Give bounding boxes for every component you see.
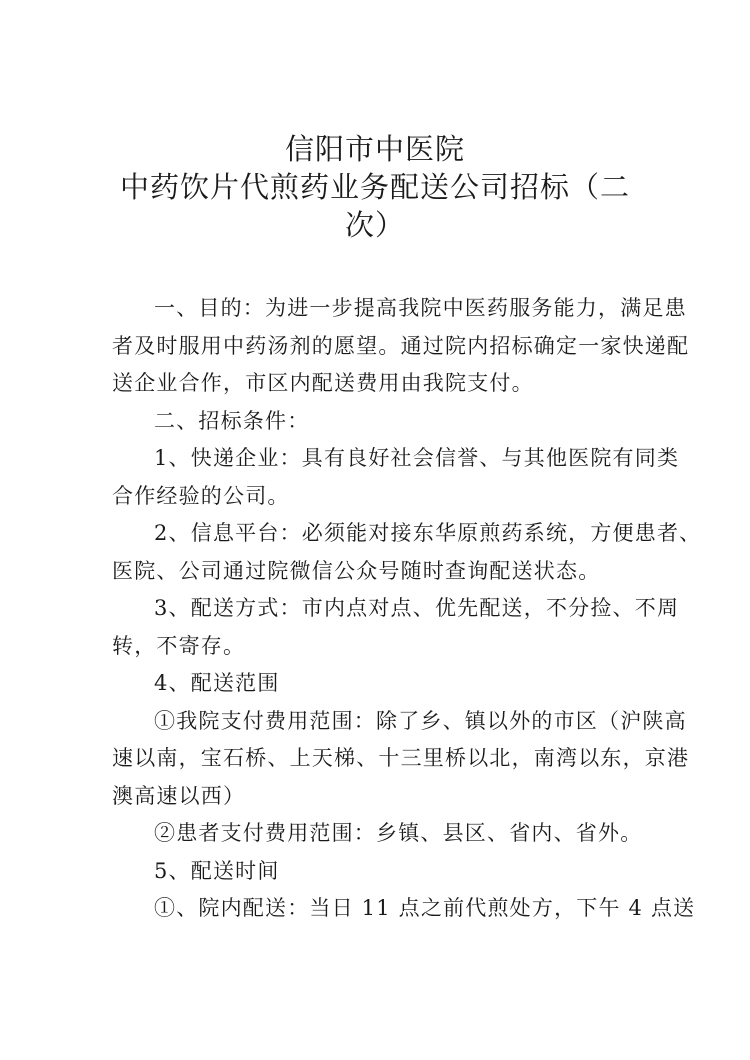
section-heading: 二、招标条件： [154, 408, 310, 433]
body-line: 澳高速以西） [112, 783, 246, 808]
document-title [120, 130, 630, 244]
document-body [112, 290, 702, 928]
body-line: 1、快递企业：具有良好社会信誉、与其他医院有同类 [154, 446, 680, 470]
title-subject: 中药饮片代煎药业务配送公司招标（二 [120, 170, 631, 204]
body-line: 合作经验的公司。 [112, 483, 290, 508]
body-line: 医院、公司通过院微信公众号随时查询配送状态。 [112, 558, 601, 583]
body-line: 者及时服用中药汤剂的愿望。通过院内招标确定一家快递配 [112, 333, 690, 358]
body-line: 一、目的：为进一步提高我院中医药服务能力，满足患 [154, 296, 687, 320]
body-line: 送企业合作，市区内配送费用由我院支付。 [112, 371, 534, 395]
body-line: ①、院内配送：当日 11 点之前代煎处方，下午 4 点送 [154, 896, 696, 920]
body-line: ①我院支付费用范围：除了乡、镇以外的市区（沪陕高 [154, 708, 687, 733]
body-line: 转，不寄存。 [112, 633, 246, 658]
body-line: 2、信息平台：必须能对接东华原煎药系统，方便患者、 [154, 521, 702, 545]
section-heading: 5、配送时间 [154, 858, 280, 883]
title-subject-continued: 次） [344, 208, 405, 242]
body-line: 速以南，宝石桥、上天梯、十三里桥以北，南湾以东，京港 [112, 746, 690, 770]
title-hospital-name: 信阳市中医院 [284, 132, 465, 166]
body-line: 3、配送方式：市内点对点、优先配送，不分捡、不周 [154, 596, 680, 620]
section-heading: 4、配送范围 [154, 671, 280, 695]
body-line: ②患者支付费用范围：乡镇、县区、省内、省外。 [154, 821, 643, 845]
